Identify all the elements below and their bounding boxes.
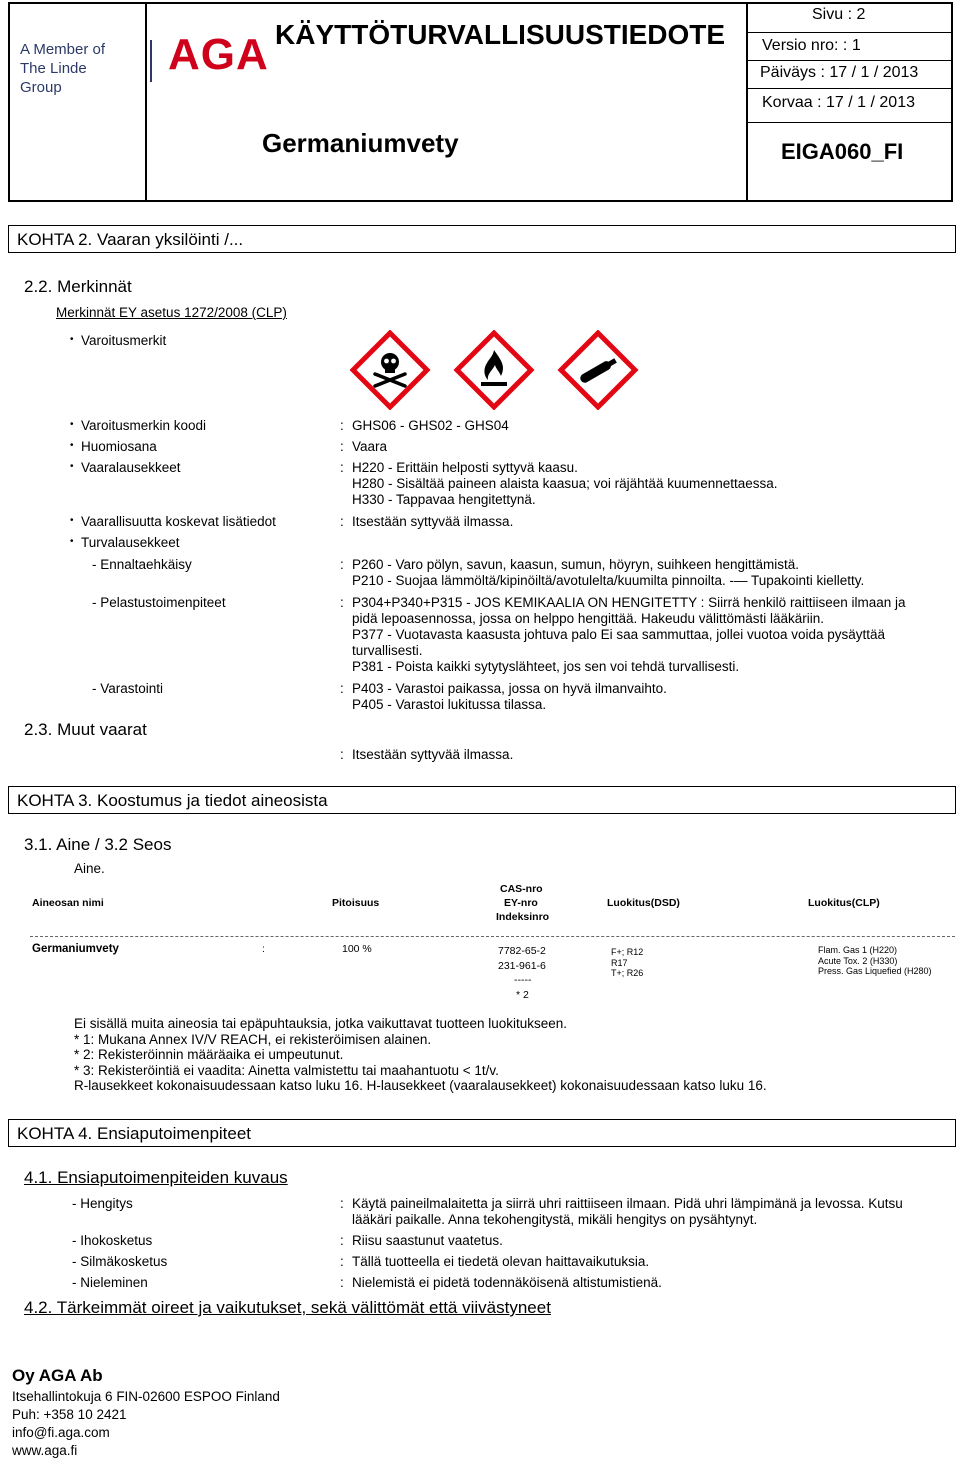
col-header-clp: Luokitus(CLP) bbox=[808, 897, 880, 909]
skin-contact-label: - Ihokosketus bbox=[72, 1233, 153, 1248]
subsection-4-2-title: 4.2. Tärkeimmät oireet ja vaikutukset, sekä välittömät että viivästyneet bbox=[24, 1298, 551, 1317]
gas-cylinder-icon bbox=[561, 333, 635, 407]
col-header-index: Indeksinro bbox=[496, 911, 550, 923]
substance-type: Aine. bbox=[74, 861, 105, 876]
company-address: Itsehallintokuja 6 FIN-02600 ESPOO Finland bbox=[12, 1389, 280, 1404]
subsection-2-2-title: 2.2. Merkinnät bbox=[24, 277, 132, 296]
skull-crossbones-icon bbox=[353, 333, 427, 407]
document-code: EIGA060_FI bbox=[781, 139, 904, 164]
company-phone: Puh: +358 10 2421 bbox=[12, 1407, 127, 1422]
flame-icon bbox=[457, 333, 531, 407]
response-label: - Pelastustoimenpiteet bbox=[92, 595, 226, 610]
company-email[interactable]: info@fi.aga.com bbox=[12, 1425, 110, 1440]
section-4-title: KOHTA 4. Ensiaputoimenpiteet bbox=[8, 1119, 956, 1147]
subsection-2-3-title: 2.3. Muut vaarat bbox=[24, 720, 147, 739]
ingredient-colon: : bbox=[262, 943, 265, 955]
ingredient-name: Germaniumvety bbox=[32, 943, 119, 955]
col-header-cas: CAS-nro bbox=[500, 883, 543, 895]
document-title: KÄYTTÖTURVALLISUUSTIEDOTE bbox=[275, 19, 726, 50]
regulation-label: Merkinnät EY asetus 1272/2008 (CLP) bbox=[56, 305, 287, 320]
section-3-title: KOHTA 3. Koostumus ja tiedot aineosista bbox=[8, 786, 956, 814]
ingredient-ec: 231-961-6 bbox=[498, 960, 546, 972]
version-number: Versio nro: : 1 bbox=[762, 37, 861, 54]
eye-contact-label: - Silmäkosketus bbox=[72, 1254, 168, 1269]
ingredient-note: * 2 bbox=[516, 989, 529, 1001]
ingredient-clp: Flam. Gas 1 (H220) Acute Tox. 2 (H330) Press. Gas Liquefied (H280) bbox=[818, 945, 932, 976]
section-2-title: KOHTA 2. Vaaran yksilöinti /... bbox=[8, 225, 956, 253]
ingredient-cas: 7782-65-2 bbox=[498, 945, 546, 957]
replaces-date: Korvaa : 17 / 1 / 2013 bbox=[762, 94, 915, 111]
ghs-pictograms bbox=[350, 330, 640, 410]
hazard-statements-label: • Vaaralausekkeet bbox=[81, 460, 181, 475]
company-website[interactable]: www.aga.fi bbox=[12, 1443, 78, 1458]
storage-label: - Varastointi bbox=[92, 681, 164, 696]
ingestion-label: - Nieleminen bbox=[72, 1275, 148, 1290]
hazard-code-label: • Varoitusmerkin koodi bbox=[81, 418, 206, 433]
revision-date: Päiväys : 17 / 1 / 2013 bbox=[760, 64, 919, 81]
col-header-concentration: Pitoisuus bbox=[332, 897, 380, 909]
inhalation-label: - Hengitys bbox=[72, 1196, 133, 1211]
col-header-name: Aineosan nimi bbox=[32, 897, 104, 909]
company-name: Oy AGA Ab bbox=[12, 1366, 103, 1385]
signal-word-label: • Huomiosana bbox=[81, 439, 157, 454]
composition-notes: Ei sisällä muita aineosia tai epäpuhtauksia, jotka vaikuttavat tuotteen luokitukseen. * 1: Mukana Annex IV/V REACH, ei rekisteröimisen alainen. * 2: Rekisteröinnin määräaika ei umpeutunut. * 3: Rekisteröintiä ei vaadita: Ainetta valmistettu tai maahantuotu < 1t/v. R-lausekkeet kokonaisuudessaan katso luku 16. H-lausekkeet (vaaralausekkeet) kokonaisuudessaan katso luku 16. bbox=[74, 1016, 767, 1093]
pictograms-label: • Varoitusmerkit bbox=[81, 333, 166, 348]
logo-divider bbox=[150, 40, 152, 82]
supplemental-hazard-label: • Vaarallisuutta koskevat lisätiedot bbox=[81, 514, 276, 529]
table-row bbox=[0, 942, 960, 1002]
aga-logo: AGA bbox=[168, 30, 269, 79]
ingredient-dsd: F+; R12 R17 T+; R26 bbox=[611, 947, 644, 978]
linde-member-logo: A Member of The Linde Group bbox=[20, 41, 106, 96]
table-header-rule bbox=[30, 936, 955, 937]
col-header-ec: EY-nro bbox=[504, 897, 538, 909]
subsection-4-1-title: 4.1. Ensiaputoimenpiteiden kuvaus bbox=[24, 1168, 288, 1187]
col-header-dsd: Luokitus(DSD) bbox=[607, 897, 680, 909]
product-name: Germaniumvety bbox=[262, 128, 459, 158]
page-number: Sivu : 2 bbox=[812, 6, 866, 23]
subsection-3-1-title: 3.1. Aine / 3.2 Seos bbox=[24, 835, 172, 854]
ingredient-concentration: 100 % bbox=[342, 943, 372, 955]
ingredient-index: ----- bbox=[514, 974, 532, 986]
precautionary-statements-label: • Turvalausekkeet bbox=[81, 535, 180, 550]
prevention-label: - Ennaltaehkäisy bbox=[92, 557, 192, 572]
